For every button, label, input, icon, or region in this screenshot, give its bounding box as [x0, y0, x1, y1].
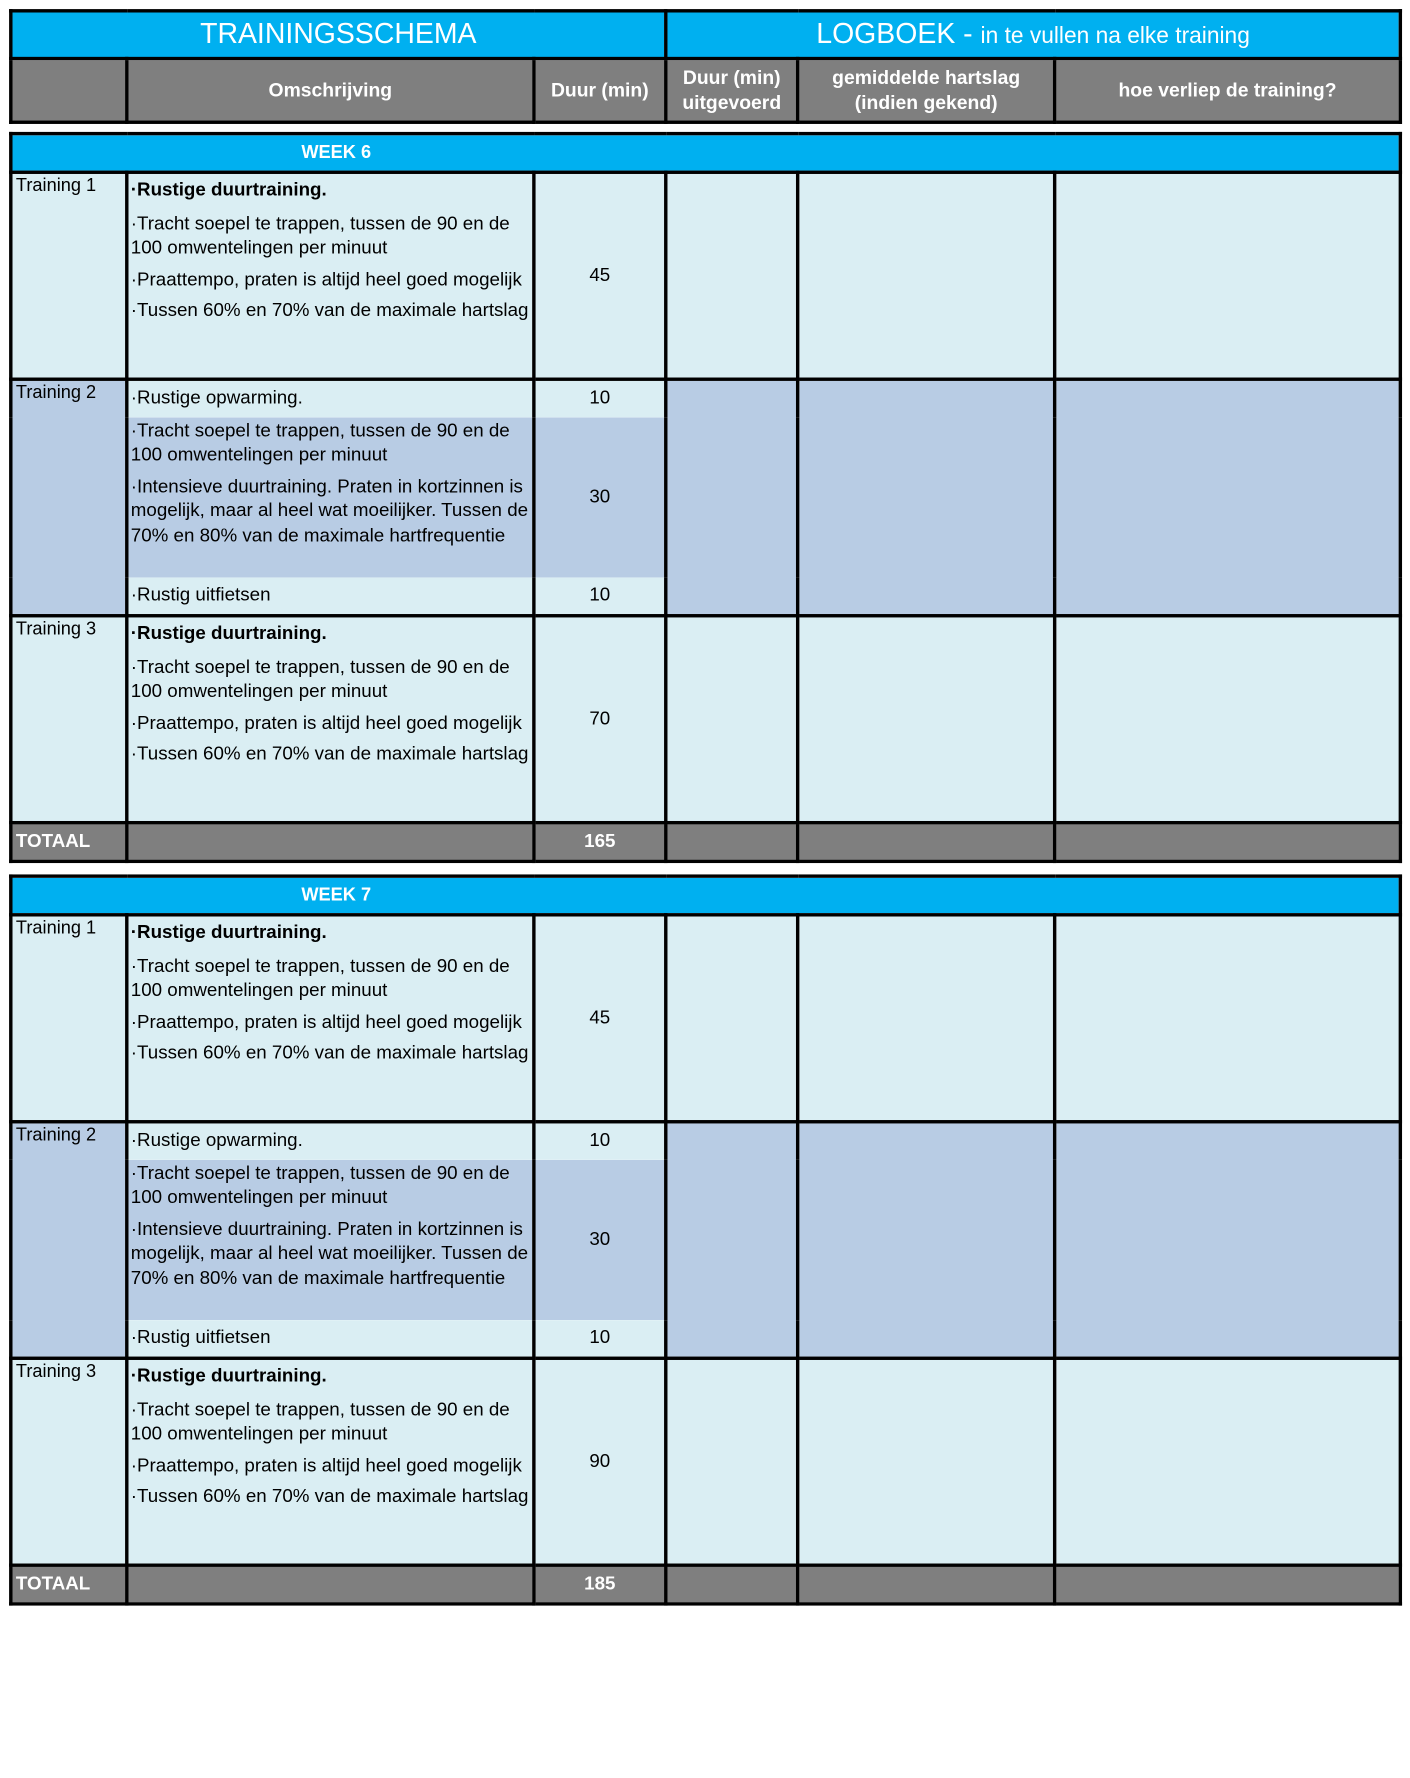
totaal-empty [127, 1565, 534, 1604]
training-1-title: ·Rustige duurtraining. [130, 179, 327, 201]
training-3-line: ·Tussen 60% en 70% van de maximale hartslag [130, 743, 529, 765]
training-2-warmup-duur: 10 [534, 379, 666, 417]
logboek-title [666, 11, 1401, 59]
training-1-description [127, 915, 534, 1122]
training-3-line: ·Tussen 60% en 70% van de maximale hartslag [130, 1486, 529, 1507]
training-2-main-line: ·Tracht soepel te trappen, tussen de 90 en de 100 omwentelingen per minuut [130, 1162, 510, 1208]
col-hartslag-2: (indien gekend) [854, 91, 998, 114]
training-2-warmup-duur: 10 [534, 1122, 666, 1160]
training-2-label: Training 2 [11, 379, 127, 616]
training-2-main-line: ·Intensieve duurtraining. Praten in kortzinnen is mogelijk, maar al heel wat moeilijker. Tussen de 70% en 80% van de maximale hartfrequentie [130, 1218, 529, 1288]
totaal-empty [127, 823, 534, 862]
training-2-warmup [127, 1122, 534, 1160]
totaal-value: 185 [534, 1565, 666, 1604]
training-2-main-duur: 30 [534, 417, 666, 577]
training-1-line: ·Tussen 60% en 70% van de maximale hartslag [130, 300, 529, 321]
training-1-hartslag-input[interactable] [798, 915, 1055, 1122]
training-2-main-line: ·Intensieve duurtraining. Praten in kortzinnen is mogelijk, maar al heel wat moeilijker. Tussen de 70% en 80% van de maximale hartfrequentie [130, 475, 529, 546]
training-2-cooldown-text: ·Rustig uitfietsen [130, 1326, 271, 1348]
training-2-hartslag-input[interactable] [798, 379, 1055, 616]
training-3-duur-uitgevoerd-input[interactable] [666, 616, 798, 823]
training-1-verloop-input[interactable] [1055, 172, 1401, 379]
col-verloop: hoe verliep de training? [1055, 59, 1401, 123]
training-2-main [127, 1159, 534, 1319]
training-3-label: Training 3 [11, 1358, 127, 1565]
training-1-duur-uitgevoerd-input[interactable] [666, 172, 798, 379]
training-3-verloop-input[interactable] [1055, 1358, 1401, 1565]
training-1-line: ·Praattempo, praten is altijd heel goed mogelijk [130, 1011, 522, 1032]
training-2-verloop-input[interactable] [1055, 379, 1401, 616]
training-3-hartslag-input[interactable] [798, 616, 1055, 823]
totaal-label: TOTAAL [11, 823, 127, 862]
training-2-duur-uitgevoerd-input[interactable] [666, 379, 798, 616]
training-2-cooldown-duur: 10 [534, 577, 666, 616]
week-title: WEEK 6 [11, 134, 1401, 173]
col-duur-uitgevoerd-2: uitgevoerd [682, 91, 782, 114]
training-2-duur-uitgevoerd-input[interactable] [666, 1122, 798, 1359]
training-1-label: Training 1 [11, 172, 127, 379]
schema-title: TRAININGSSCHEMA [11, 11, 666, 59]
training-2-cooldown-duur: 10 [534, 1320, 666, 1359]
totaal-verloop-input[interactable] [1055, 823, 1401, 862]
training-3-title: ·Rustige duurtraining. [130, 1365, 327, 1387]
training-1-duur: 45 [534, 172, 666, 379]
training-3-duur-uitgevoerd-input[interactable] [666, 1358, 798, 1565]
training-3-description [127, 1358, 534, 1565]
training-1-verloop-input[interactable] [1055, 915, 1401, 1122]
training-3-line: ·Tracht soepel te trappen, tussen de 90 en de 100 omwentelingen per minuut [130, 656, 510, 702]
training-2-main-duur: 30 [534, 1159, 666, 1319]
header-empty-cell [11, 59, 127, 123]
training-1-hartslag-input[interactable] [798, 172, 1055, 379]
training-3-verloop-input[interactable] [1055, 616, 1401, 823]
training-3-description [127, 616, 534, 823]
col-omschrijving: Omschrijving [127, 59, 534, 123]
training-2-cooldown [127, 577, 534, 616]
training-3-duur: 70 [534, 616, 666, 823]
training-2-main-line: ·Tracht soepel te trappen, tussen de 90 en de 100 omwentelingen per minuut [130, 420, 510, 466]
training-1-line: ·Tracht soepel te trappen, tussen de 90 en de 100 omwentelingen per minuut [130, 213, 510, 259]
training-3-line: ·Tracht soepel te trappen, tussen de 90 en de 100 omwentelingen per minuut [130, 1399, 510, 1445]
col-duur: Duur (min) [534, 59, 666, 123]
training-1-label: Training 1 [11, 915, 127, 1122]
week-table-1 [9, 132, 1402, 863]
totaal-verloop-input[interactable] [1055, 1565, 1401, 1604]
totaal-duur-uitgevoerd-input[interactable] [666, 1565, 798, 1604]
training-1-duur: 45 [534, 915, 666, 1122]
training-1-title: ·Rustige duurtraining. [130, 922, 327, 943]
totaal-value: 165 [534, 823, 666, 862]
training-2-cooldown [127, 1320, 534, 1359]
training-2-cooldown-text: ·Rustig uitfietsen [130, 584, 271, 605]
totaal-hartslag-input[interactable] [798, 823, 1055, 862]
training-2-warmup-text: ·Rustige opwarming. [130, 387, 303, 409]
totaal-hartslag-input[interactable] [798, 1565, 1055, 1604]
training-1-line: ·Tracht soepel te trappen, tussen de 90 en de 100 omwentelingen per minuut [130, 955, 510, 1001]
training-2-main [127, 417, 534, 577]
training-2-warmup [127, 379, 534, 417]
training-1-line: ·Praattempo, praten is altijd heel goed mogelijk [130, 268, 522, 290]
col-duur-uitgevoerd-1: Duur (min) [682, 66, 781, 89]
training-2-hartslag-input[interactable] [798, 1122, 1055, 1359]
logboek-subtitle: in te vullen na elke training [980, 23, 1250, 49]
col-hartslag [798, 59, 1055, 123]
training-3-hartslag-input[interactable] [798, 1358, 1055, 1565]
week-title: WEEK 7 [11, 876, 1401, 915]
totaal-label: TOTAAL [11, 1565, 127, 1604]
col-hartslag-1: gemiddelde hartslag [832, 66, 1021, 89]
training-2-verloop-input[interactable] [1055, 1122, 1401, 1359]
training-1-description [127, 172, 534, 379]
training-3-title: ·Rustige duurtraining. [130, 623, 327, 644]
training-2-warmup-text: ·Rustige opwarming. [130, 1130, 303, 1151]
training-3-duur: 90 [534, 1358, 666, 1565]
week-table-2 [9, 874, 1402, 1605]
logboek-title-main: LOGBOEK [816, 18, 956, 51]
col-duur-uitgevoerd [666, 59, 798, 123]
training-3-line: ·Praattempo, praten is altijd heel goed mogelijk [130, 712, 522, 733]
totaal-duur-uitgevoerd-input[interactable] [666, 823, 798, 862]
training-3-label: Training 3 [11, 616, 127, 823]
training-1-duur-uitgevoerd-input[interactable] [666, 915, 798, 1122]
header-table [9, 9, 1402, 124]
training-3-line: ·Praattempo, praten is altijd heel goed mogelijk [130, 1454, 522, 1476]
training-2-label: Training 2 [11, 1122, 127, 1359]
logboek-dash: - [955, 18, 981, 51]
training-1-line: ·Tussen 60% en 70% van de maximale hartslag [130, 1042, 529, 1064]
